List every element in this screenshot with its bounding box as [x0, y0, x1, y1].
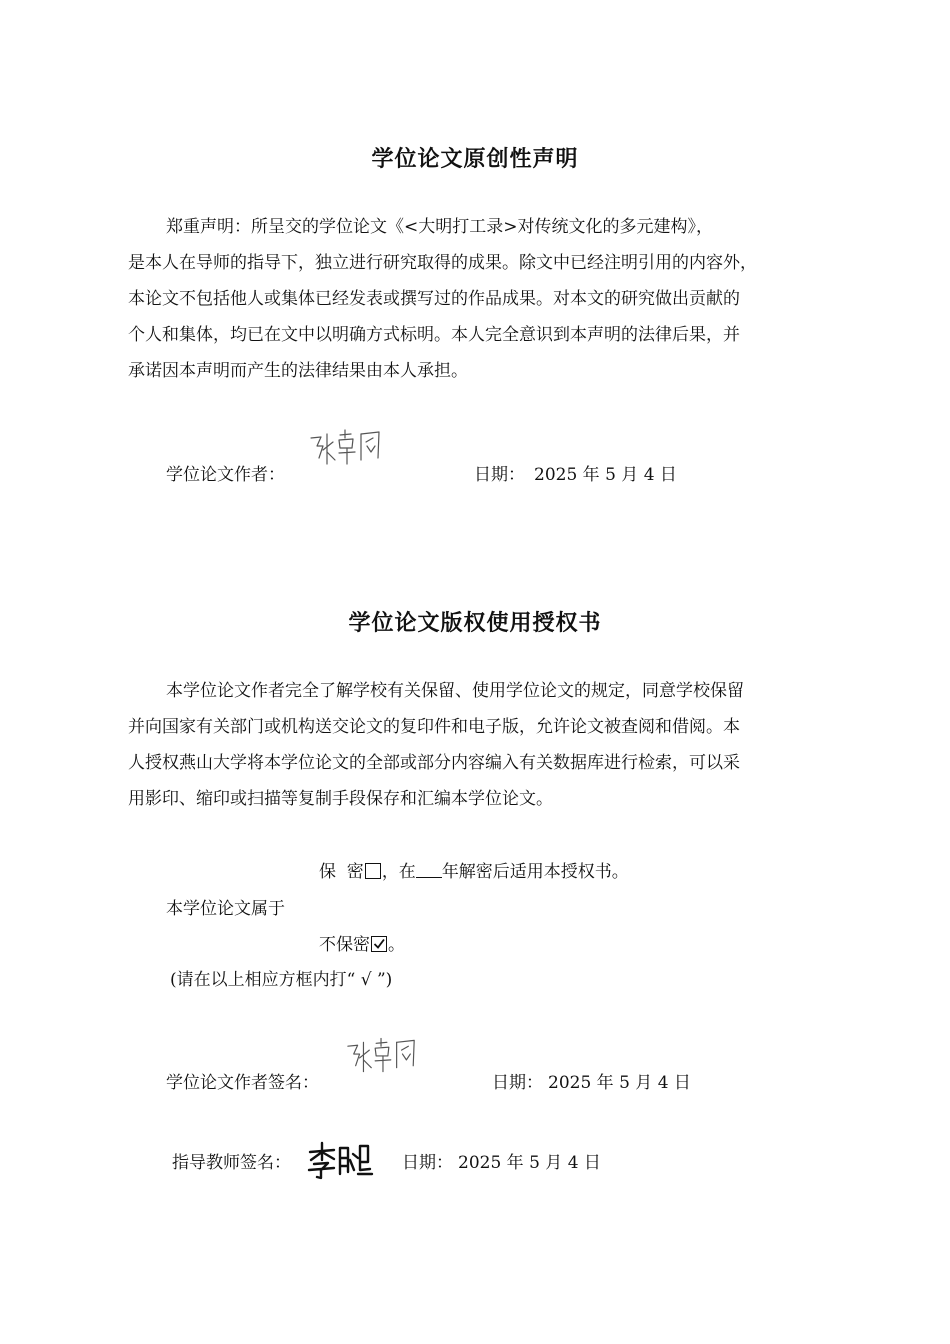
advisor-date-label: 日期： [402, 1153, 453, 1173]
author-date-label: 日期： [492, 1073, 543, 1093]
secret-option-row [319, 857, 629, 882]
author-sign-label: 学位论文作者签名： [166, 1073, 319, 1093]
author-signature-image [305, 424, 387, 474]
checkmark-icon [372, 937, 386, 951]
authorization-line: 人授权燕山大学将本学位论文的全部或部分内容编入有关数据库进行检索，可以采 [128, 753, 740, 773]
declaration-line: 承诺因本声明而产生的法律结果由本人承担。 [128, 361, 468, 381]
declaration-line: 个人和集体，均已在文中以明确方式标明。本人完全意识到本声明的法律后果，并 [128, 325, 740, 345]
secret-label: 保 密 [319, 862, 364, 882]
declaration-date-value: 2025 年 5 月 4 日 [534, 465, 677, 485]
authorization-line: 用影印、缩印或扫描等复制手段保存和汇编本学位论文。 [128, 789, 553, 809]
authorization-body [128, 673, 828, 817]
belongs-label: 本学位论文属于 [166, 899, 285, 919]
not-secret-checkbox[interactable] [371, 936, 387, 952]
declaration-line: 是本人在导师的指导下，独立进行研究取得的成果。除文中已经注明引用的内容外， [128, 253, 757, 273]
not-secret-label: 不保密 [319, 935, 370, 955]
declaration-date-label: 日期： [474, 465, 525, 485]
secret-mid: ，在 [381, 862, 416, 882]
author-signature-image [342, 1032, 422, 1082]
advisor-date-value: 2025 年 5 月 4 日 [458, 1153, 601, 1173]
not-secret-option-row [319, 930, 405, 955]
author-date-value: 2025 年 5 月 4 日 [548, 1073, 691, 1093]
advisor-sign-label: 指导教师签名： [172, 1153, 291, 1173]
authorization-title: 学位论文版权使用授权书 [348, 611, 602, 636]
instruction-text: (请在以上相应方框内打“ √ ”) [170, 970, 393, 990]
years-blank[interactable] [416, 863, 442, 878]
authorization-line: 并向国家有关部门或机构送交论文的复印件和电子版，允许论文被查阅和借阅。本 [128, 717, 740, 737]
declaration-body [128, 209, 828, 389]
declaration-title: 学位论文原创性声明 [371, 147, 579, 172]
authorization-line: 本学位论文作者完全了解学校有关保留、使用学位论文的规定，同意学校保留 [166, 681, 744, 701]
declaration-line: 本论文不包括他人或集体已经发表或撰写过的作品成果。对本文的研究做出贡献的 [128, 289, 740, 309]
not-secret-suffix: 。 [388, 935, 405, 955]
secret-checkbox[interactable] [365, 863, 381, 879]
declaration-author-label: 学位论文作者： [166, 465, 285, 485]
secret-suffix: 年解密后适用本授权书。 [441, 862, 629, 882]
advisor-signature-image [306, 1140, 374, 1184]
declaration-line: 郑重声明：所呈交的学位论文《<大明打工录>对传统文化的多元建构》， [166, 217, 713, 237]
